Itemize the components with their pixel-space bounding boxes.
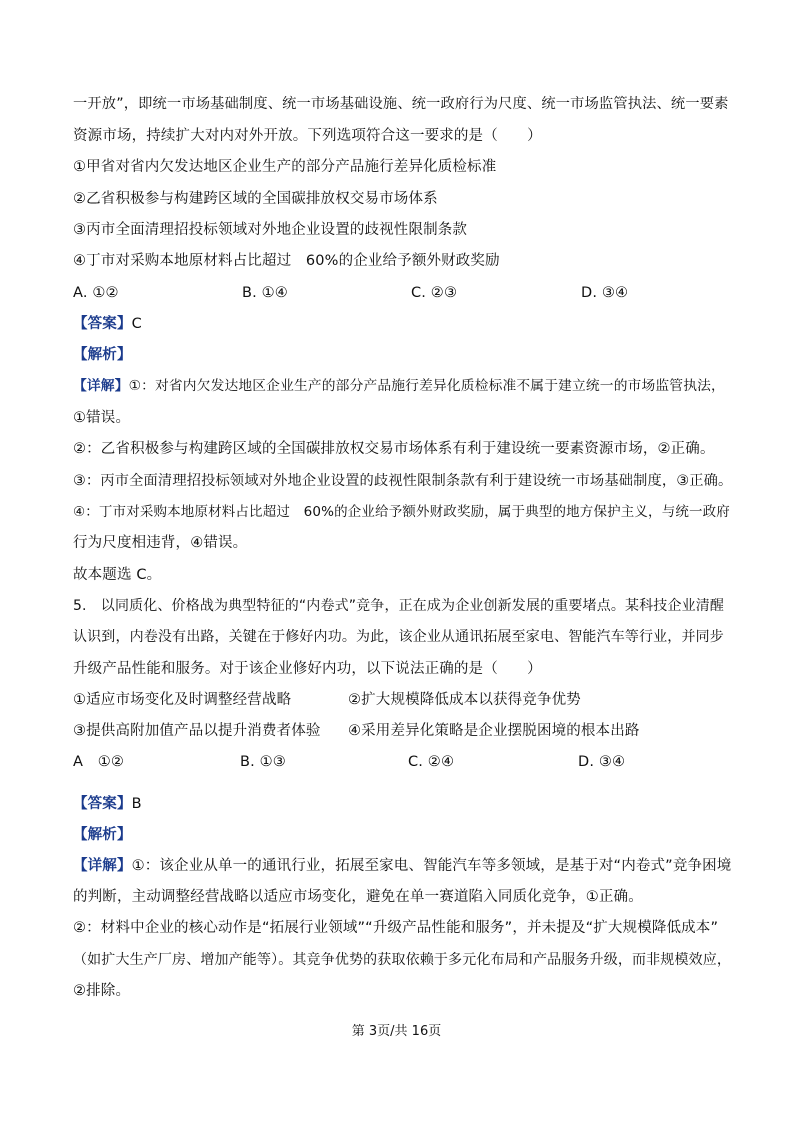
q5-analysis-tag: 【解析】 — [73, 827, 132, 843]
q5-item-2: ②扩大规模降低成本以获得竞争优势 — [348, 692, 581, 708]
q4-item-3: ③丙市全面清理招投标领域对外地企业设置的歧视性限制条款 — [73, 222, 468, 238]
q5-detail-line-2: 的判断，主动调整经营战略以适应市场变化，避免在单一赛道陷入同质化竞争，①正确。 — [73, 889, 643, 905]
q5-item-3: ③提供高附加值产品以提升消费者体验 — [73, 723, 321, 739]
q5-analysis-line — [73, 825, 733, 845]
q5-detail-line-5: ②排除。 — [73, 983, 131, 999]
q4-item-4: ④丁市对采购本地原材料占比超过 60%的企业给予额外财政奖励 — [73, 253, 500, 269]
q5-answer-tag: 【答案】 — [73, 796, 132, 812]
q4-stem-line-2: 资源市场，持续扩大对内对外开放。下列选项符合这一要求的是（ ） — [73, 128, 542, 144]
q5-item-1: ①适应市场变化及时调整经营战略 — [73, 692, 292, 708]
q5-detail-line-4: （如扩大生产厂房、增加产能等）。其竞争优势的获取依赖于多元化布局和产品服务升级，而非规模效应， — [73, 952, 732, 968]
q4-detail-line-6: 行为尺度相违背，④错误。 — [73, 535, 248, 551]
q4-detail-tag: 【详解】 — [73, 378, 129, 394]
q5-option-b: B. ①③ — [240, 754, 286, 770]
q4-detail-line-4: ③：丙市全面清理招投标领域对外地企业设置的歧视性限制条款有利于建设统一市场基础制度，③正确。 — [73, 473, 733, 489]
q4-stem-line-1: 一开放”，即统一市场基础制度、统一市场基础设施、统一政府行为尺度、统一市场监管执法、统一要素 — [73, 96, 729, 112]
q4-detail-line-1 — [73, 376, 733, 396]
q4-answer-tag: 【答案】 — [73, 316, 132, 332]
q4-item-2: ②乙省积极参与构建跨区域的全国碳排放权交易市场体系 — [73, 191, 438, 207]
q5-stem-line-3: 升级产品性能和服务。对于该企业修好内功，以下说法正确的是（ ） — [73, 661, 542, 677]
q5-item-4: ④采用差异化策略是企业摆脱困境的根本出路 — [348, 723, 640, 739]
q4-detail-line-3: ②：乙省积极参与构建跨区域的全国碳排放权交易市场体系有利于建设统一要素资源市场，②正确。 — [73, 441, 715, 457]
q5-option-a: A ①② — [73, 754, 125, 770]
q4-option-b: B. ①④ — [242, 285, 288, 301]
q5-detail-line-3: ②：材料中企业的核心动作是“拓展行业领域”“升级产品性能和服务”，并未提及“扩大规模降低成本” — [73, 920, 719, 936]
page-footer: 第 3页/共 16页 — [351, 1024, 442, 1039]
q5-detail-line-1 — [73, 856, 733, 876]
q4-detail-line-5: ④：丁市对采购本地原材料占比超过 60%的企业给予额外财政奖励，属于典型的地方保护主义，与统一政府 — [73, 504, 730, 520]
q4-item-1: ①甲省对省内欠发达地区企业生产的部分产品施行差异化质检标准 — [73, 159, 497, 175]
q5-stem-line-2: 认识到，内卷没有出路，关键在于修好内功。为此，该企业从通讯拓展至家电、智能汽车等行业，并同步 — [73, 629, 724, 645]
q4-analysis-tag: 【解析】 — [73, 347, 132, 363]
q4-conclusion: 故本题选 C。 — [73, 567, 162, 583]
q4-option-d: D. ③④ — [581, 285, 629, 301]
q5-detail-text-1: ①：该企业从单一的通讯行业，拓展至家电、智能汽车等多领域，是基于对“内卷式”竞争困境 — [131, 858, 732, 874]
q5-option-c: C. ②④ — [408, 754, 455, 770]
q5-answer: B — [131, 796, 142, 812]
q5-answer-line — [73, 794, 733, 814]
q4-answer: C — [131, 316, 142, 332]
q5-stem-line-1: 5. 以同质化、价格战为典型特征的“内卷式”竞争，正在成为企业创新发展的重要堵点。某科技企业清醒 — [73, 598, 725, 614]
q4-answer-line — [73, 314, 733, 334]
q4-detail-line-2: ①错误。 — [73, 410, 131, 426]
q5-detail-tag: 【详解】 — [73, 858, 132, 874]
q5-option-d: D. ③④ — [578, 754, 626, 770]
q4-option-c: C. ②③ — [411, 285, 458, 301]
q4-option-a: A. ①② — [73, 285, 119, 301]
q4-detail-text-1: ①：对省内欠发达地区企业生产的部分产品施行差异化质检标准不属于建立统一的市场监管执法， — [128, 378, 725, 394]
q4-analysis-line — [73, 345, 733, 365]
